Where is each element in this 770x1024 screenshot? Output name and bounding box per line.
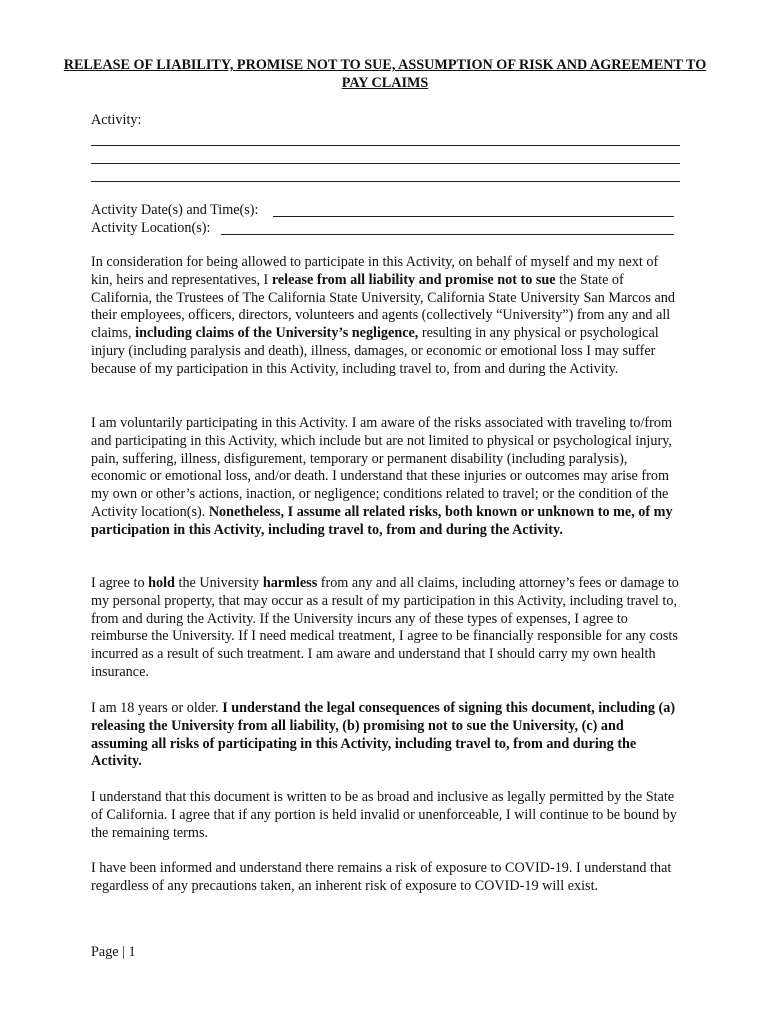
- paragraph-legal-consequences: [91, 700, 683, 771]
- activity-datetime-label: Activity Date(s) and Time(s):: [91, 202, 259, 218]
- paragraph-bold-run: hold: [148, 575, 175, 591]
- paragraph-bold-run: harmless: [262, 575, 318, 591]
- document-title: RELEASE OF LIABILITY, PROMISE NOT TO SUE, ASSUMPTION OF RISK AND AGREEMENT TO PAY CLAIMS: [63, 57, 707, 91]
- paragraph-bold-run: Nonetheless, I assume all related risks, both known or unknown to me, of my participation in this Activity, including travel to, from and during the Activity.: [91, 503, 673, 538]
- paragraph-text-run: the University: [174, 575, 263, 591]
- page-number: Page | 1: [91, 944, 136, 960]
- paragraph-release: [91, 254, 683, 379]
- activity-label: Activity:: [91, 112, 142, 128]
- paragraph-covid: [91, 860, 683, 896]
- paragraph-bold-run: release from all liability and promise not to sue: [271, 271, 556, 288]
- paragraph-severability: [91, 789, 683, 842]
- paragraph-text-run: the State of California, the Trustees of The California State University, California State University San Marcos and their employees, officers, directors, volunteers and agents (collectively “University”) from any and all claims,: [91, 271, 675, 342]
- activity-datetime-line[interactable]: [273, 216, 674, 217]
- paragraph-text-run: I understand that this document is written to be as broad and inclusive as legally permitted by the State of California. I agree that if any portion is held invalid or unenforceable, I will continue to be bound by the remaining terms.: [91, 789, 677, 841]
- paragraph-bold-run: including claims of the University’s negligence,: [135, 325, 419, 342]
- paragraph-bold-run: I understand the legal consequences of signing this document, including (a) releasing the University from all liability, (b) promising not to sue the University, (c) and assuming all risks of participating in this Activity, including travel to, from and during the Activity.: [91, 700, 676, 770]
- paragraph-text-run: I have been informed and understand there remains a risk of exposure to COVID-19. I understand that regardless of any precautions taken, an inherent risk of exposure to COVID-19 will exist.: [91, 860, 672, 894]
- paragraph-assumption-of-risk: [91, 415, 683, 540]
- activity-location-label: Activity Location(s):: [91, 220, 211, 236]
- activity-line-2[interactable]: [91, 163, 680, 164]
- paragraph-text-run: I am voluntarily participating in this Activity. I am aware of the risks associated with traveling to/from and participating in this Activity, which include but are not limited to physical or psychological injury, pain, suffering, illness, disfigurement, temporary or permanent disability (including paralysis), economic or emotional loss, and/or death. I understand that these injuries or outcomes may arise from my own or other’s actions, inaction, or negligence; conditions related to travel; or the condition of the Activity location(s).: [91, 415, 673, 520]
- paragraph-text-run: I am 18 years or older.: [91, 700, 223, 716]
- activity-location-line[interactable]: [221, 234, 674, 235]
- paragraph-text-run: In consideration for being allowed to participate in this Activity, on behalf of myself and my next of kin, heirs and representatives, I: [91, 254, 659, 288]
- activity-line-3[interactable]: [91, 181, 680, 182]
- paragraph-text-run: from any and all claims, including attorney’s fees or damage to my personal property, that may occur as a result of my participation in this Activity, including travel to, from and during the Activity. If the University incurs any of these types of expenses, I agree to reimburse the University. If I need medical treatment, I agree to be financially responsible for any costs incurred as a result of such treatment. I am aware and understand that I should carry my own health insurance.: [91, 575, 679, 680]
- paragraph-text-run: resulting in any physical or psychological injury (including paralysis and death), illness, damages, or economic or emotional loss I may suffer because of my participation in this Activity, including travel to, from and during the Activity.: [91, 325, 659, 377]
- paragraph-text-run: I agree to: [91, 575, 149, 591]
- activity-line-1[interactable]: [91, 145, 680, 146]
- paragraph-hold-harmless: [91, 575, 683, 682]
